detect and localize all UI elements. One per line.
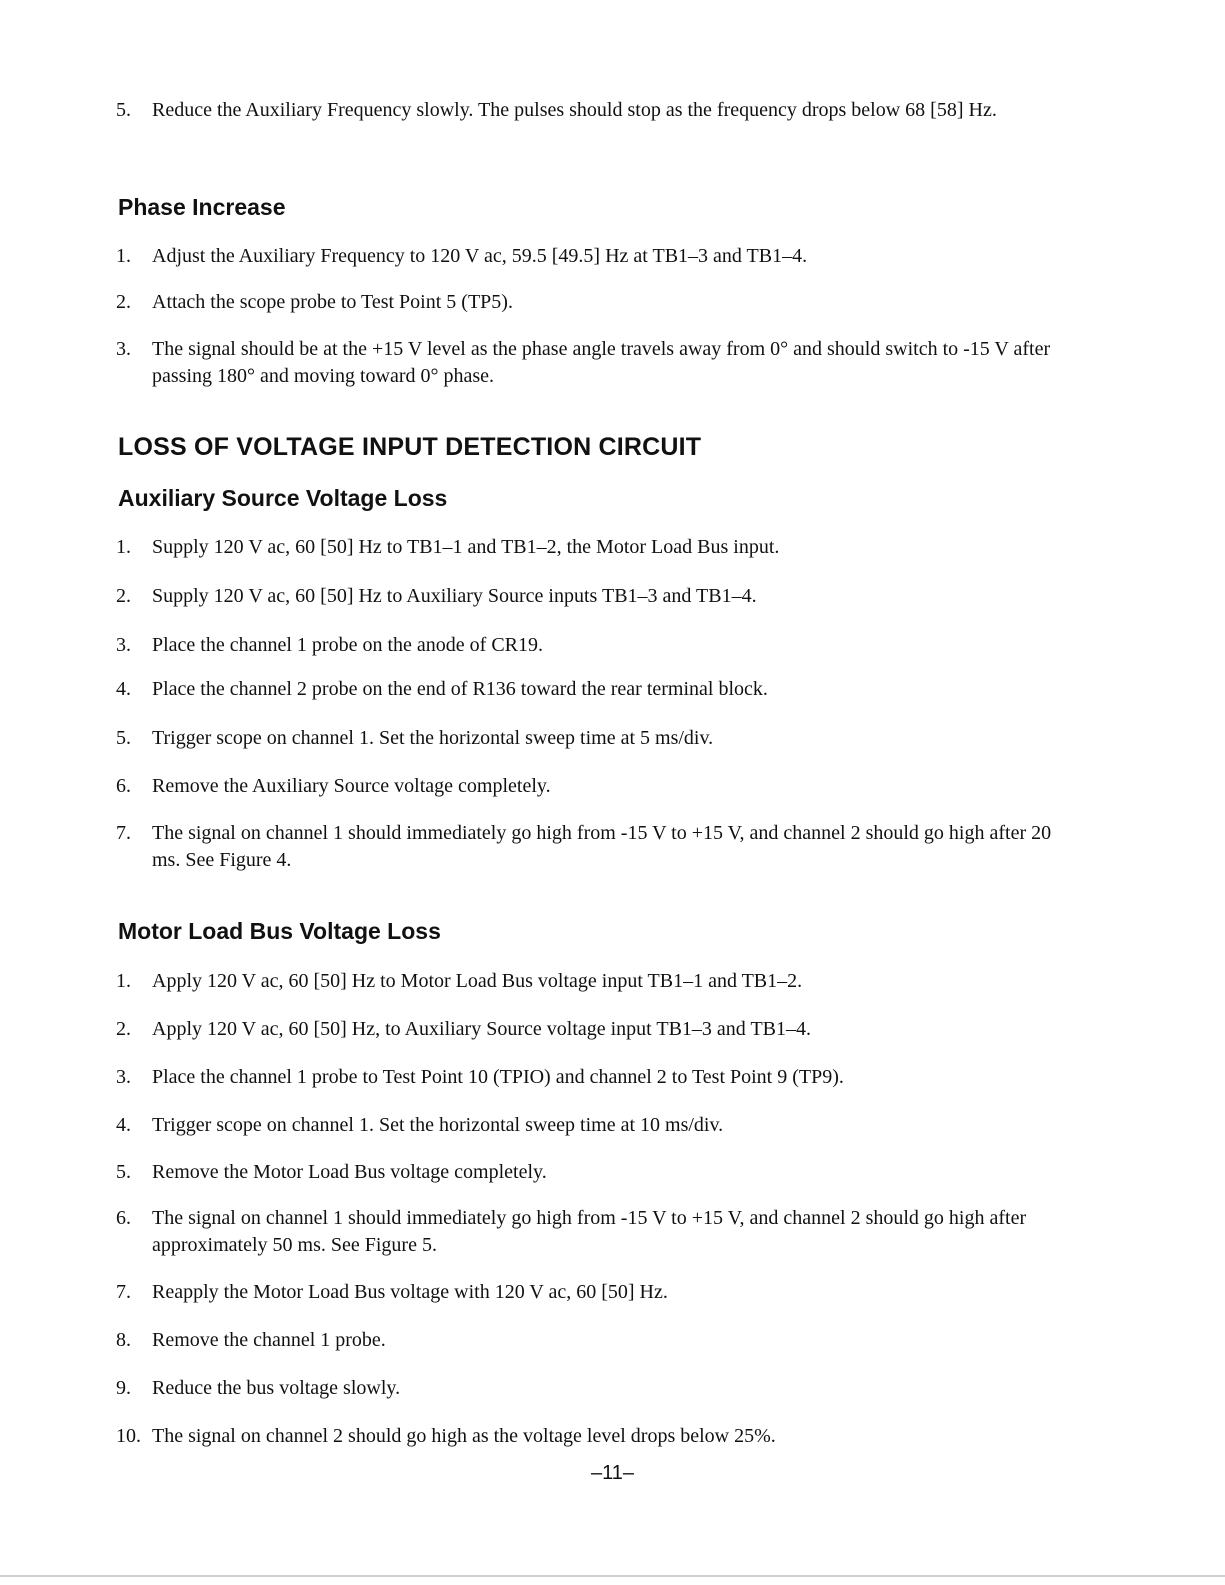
list-item <box>116 632 1066 659</box>
list-item-number: 2. <box>116 585 131 607</box>
list-item-number: 1. <box>116 245 131 267</box>
list-item <box>116 97 1066 124</box>
list-item-number: 7. <box>116 1281 131 1303</box>
list-item <box>116 1423 1066 1450</box>
list-item <box>116 1327 1066 1354</box>
list-item <box>116 1279 1066 1306</box>
list-item-text: Place the channel 1 probe on the anode of CR19. <box>152 634 543 656</box>
list-item-number: 10. <box>116 1425 141 1447</box>
list-item <box>116 820 1066 874</box>
list-item <box>116 725 1066 752</box>
list-item <box>116 1064 1066 1091</box>
list-item-text: Reduce the bus voltage slowly. <box>152 1377 401 1399</box>
list-item-number: 7. <box>116 822 131 844</box>
list-item <box>116 676 1066 703</box>
scan-edge-divider <box>0 1575 1225 1577</box>
list-item-text: Remove the Motor Load Bus voltage completely. <box>152 1161 547 1183</box>
list-item-number: 1. <box>116 970 131 992</box>
list-item-number: 2. <box>116 291 131 313</box>
page-number: –11– <box>590 1462 634 1484</box>
list-item <box>116 1112 1066 1139</box>
section-heading-loss-of-voltage: LOSS OF VOLTAGE INPUT DETECTION CIRCUIT <box>118 433 702 461</box>
list-item-number: 2. <box>116 1018 131 1040</box>
list-item-number: 4. <box>116 678 131 700</box>
list-item-number: 9. <box>116 1377 131 1399</box>
list-item <box>116 289 1066 316</box>
subsection-heading-aux-source-loss: Auxiliary Source Voltage Loss <box>118 485 448 511</box>
list-item <box>116 1016 1066 1043</box>
list-item-text: Apply 120 V ac, 60 [50] Hz to Motor Load Bus voltage input TB1–1 and TB1–2. <box>152 970 803 992</box>
list-item-text: Reduce the Auxiliary Frequency slowly. The pulses should stop as the frequency drops below 68 [58] Hz. <box>152 99 997 121</box>
list-item-text: Reapply the Motor Load Bus voltage with 120 V ac, 60 [50] Hz. <box>152 1281 668 1303</box>
list-item <box>116 1159 1066 1186</box>
list-item-text: Remove the Auxiliary Source voltage completely. <box>152 775 551 797</box>
list-item-text: Adjust the Auxiliary Frequency to 120 V ac, 59.5 [49.5] Hz at TB1–3 and TB1–4. <box>152 245 808 267</box>
list-item <box>116 583 1066 610</box>
section-heading-phase-increase: Phase Increase <box>118 194 286 220</box>
list-item-number: 3. <box>116 338 131 360</box>
list-item <box>116 534 1066 561</box>
list-item-number: 6. <box>116 775 131 797</box>
subsection-heading-motor-load-bus-loss: Motor Load Bus Voltage Loss <box>118 918 441 944</box>
list-item-number: 6. <box>116 1207 131 1229</box>
list-item-text: Attach the scope probe to Test Point 5 (TP5). <box>152 291 513 313</box>
list-item <box>116 243 1066 270</box>
list-item-text: Remove the channel 1 probe. <box>152 1329 386 1351</box>
list-item-number: 4. <box>116 1114 131 1136</box>
list-item <box>116 1375 1066 1402</box>
list-item-text: Trigger scope on channel 1. Set the horizontal sweep time at 5 ms/div. <box>152 727 714 749</box>
list-item-text: Place the channel 2 probe on the end of R136 toward the rear terminal block. <box>152 678 768 700</box>
list-item <box>116 1205 1066 1259</box>
list-item-number: 5. <box>116 727 131 749</box>
list-item-number: 8. <box>116 1329 131 1351</box>
list-item-number: 3. <box>116 634 131 656</box>
list-item-text: Apply 120 V ac, 60 [50] Hz, to Auxiliary Source voltage input TB1–3 and TB1–4. <box>152 1018 812 1040</box>
list-item-number: 3. <box>116 1066 131 1088</box>
list-item-text: The signal should be at the +15 V level as the phase angle travels away from 0° and should switch to -15 V after passing 180° and moving toward 0° phase. <box>152 338 1051 387</box>
list-item-number: 1. <box>116 536 131 558</box>
list-item <box>116 968 1066 995</box>
list-item-text: Supply 120 V ac, 60 [50] Hz to Auxiliary Source inputs TB1–3 and TB1–4. <box>152 585 757 607</box>
list-item-text: Place the channel 1 probe to Test Point 10 (TPIO) and channel 2 to Test Point 9 (TP9). <box>152 1066 844 1088</box>
list-item <box>116 773 1066 800</box>
list-item-text: The signal on channel 1 should immediately go high from -15 V to +15 V, and channel 2 should go high after approximately 50 ms. See Figure 5. <box>152 1207 1027 1256</box>
list-item-text: The signal on channel 2 should go high as the voltage level drops below 25%. <box>152 1425 776 1447</box>
list-item <box>116 336 1066 390</box>
list-item-text: Trigger scope on channel 1. Set the horizontal sweep time at 10 ms/div. <box>152 1114 724 1136</box>
list-item-number: 5. <box>116 1161 131 1183</box>
list-item-number: 5. <box>116 99 131 121</box>
list-item-text: The signal on channel 1 should immediately go high from -15 V to +15 V, and channel 2 should go high after 20 ms. See Figure 4. <box>152 822 1052 871</box>
list-item-text: Supply 120 V ac, 60 [50] Hz to TB1–1 and TB1–2, the Motor Load Bus input. <box>152 536 780 558</box>
